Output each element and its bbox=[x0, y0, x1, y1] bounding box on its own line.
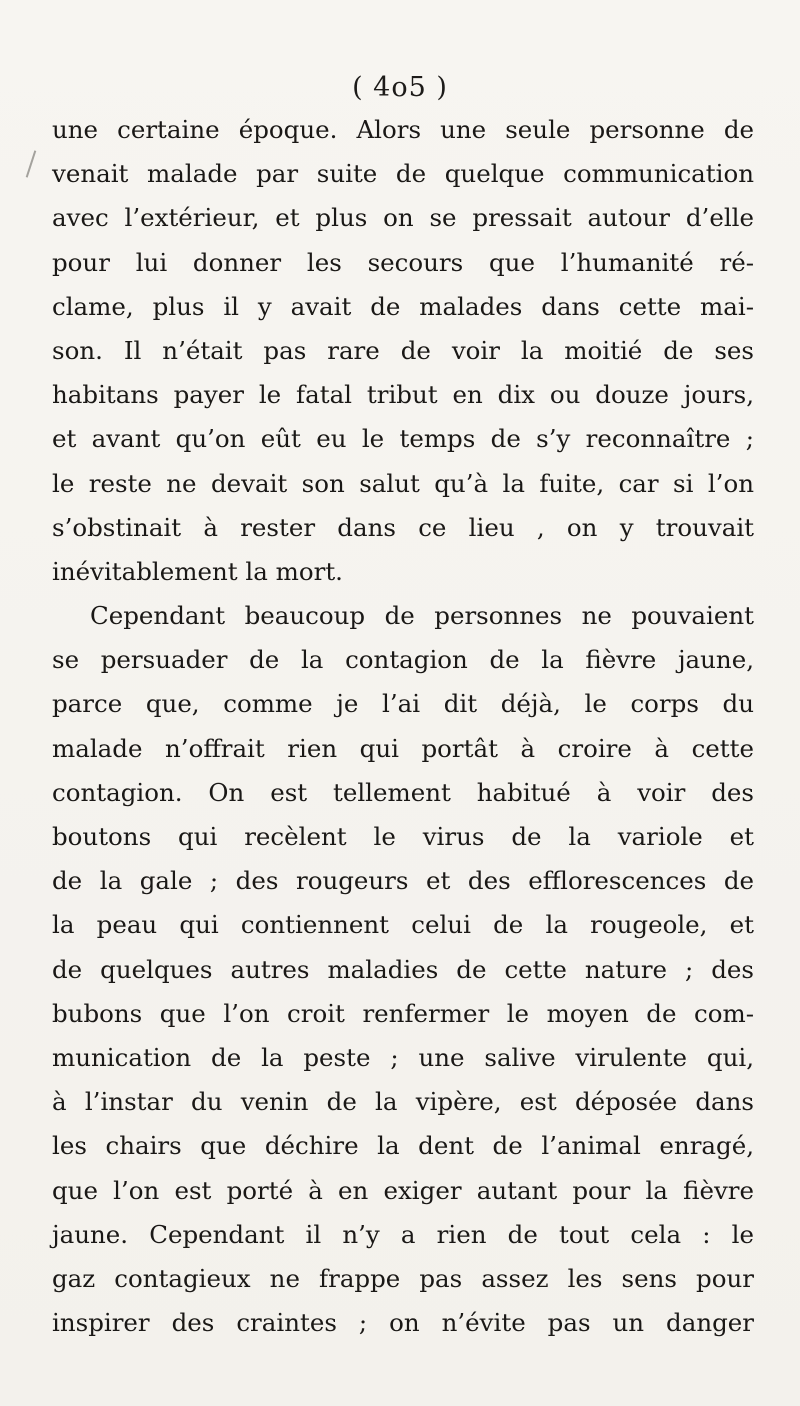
text-line: malade n’offrait rien qui portât à croire à cette bbox=[52, 733, 754, 763]
text-line: pour lui donner les secours que l’humanité ré- bbox=[52, 247, 754, 277]
text-line: bubons que l’on croit renfermer le moyen de com- bbox=[52, 998, 754, 1028]
page-number: ( 4o5 ) bbox=[352, 72, 448, 103]
text-line: parce que, comme je l’ai dit déjà, le corps du bbox=[52, 689, 754, 719]
text-line: se persuader de la contagion de la fièvre jaune, bbox=[52, 645, 754, 675]
text-line: munication de la peste ; une salive virulente qui, bbox=[52, 1042, 754, 1072]
text-line: les chairs que déchire la dent de l’animal enragé, bbox=[52, 1131, 754, 1161]
text-line: boutons qui recèlent le virus de la variole et bbox=[52, 822, 754, 851]
text-line: de la gale ; des rougeurs et des efflorescences de bbox=[52, 866, 754, 896]
text-line: contagion. On est tellement habitué à voir des bbox=[52, 777, 754, 807]
text-line: habitans payer le fatal tribut en dix ou douze jours, bbox=[52, 380, 754, 410]
text-line: une certaine époque. Alors une seule personne de bbox=[52, 115, 754, 144]
text-line: inévitablement la mort. bbox=[52, 556, 343, 586]
text-line: Cependant beaucoup de personnes ne pouvaient bbox=[90, 601, 754, 631]
text-line: le reste ne devait son salut qu’à la fuite, car si l’on bbox=[52, 468, 754, 498]
text-line: et avant qu’on eût eu le temps de s’y reconnaître ; bbox=[52, 424, 754, 454]
text-line: la peau qui contiennent celui de la rougeole, et bbox=[52, 910, 754, 940]
body-text bbox=[52, 108, 754, 1345]
text-line: gaz contagieux ne frappe pas assez les sens pour bbox=[52, 1263, 754, 1293]
text-line: son. Il n’était pas rare de voir la moitié de ses bbox=[52, 335, 754, 365]
text-line: que l’on est porté à en exiger autant pour la fièvre bbox=[52, 1175, 754, 1205]
text-line: s’obstinait à rester dans ce lieu , on y trouvait bbox=[52, 512, 754, 542]
text-line: inspirer des craintes ; on n’évite pas un danger bbox=[52, 1308, 754, 1338]
text-line: jaune. Cependant il n’y a rien de tout cela : le bbox=[52, 1219, 754, 1249]
text-line: avec l’extérieur, et plus on se pressait autour d’elle bbox=[52, 203, 754, 233]
text-line: à l’instar du venin de la vipère, est déposée dans bbox=[52, 1087, 754, 1117]
text-line: venait malade par suite de quelque communication bbox=[52, 159, 754, 189]
text-line: de quelques autres maladies de cette nature ; des bbox=[52, 954, 754, 984]
margin-mark bbox=[26, 150, 37, 177]
text-line: clame, plus il y avait de malades dans cette mai- bbox=[52, 291, 754, 321]
